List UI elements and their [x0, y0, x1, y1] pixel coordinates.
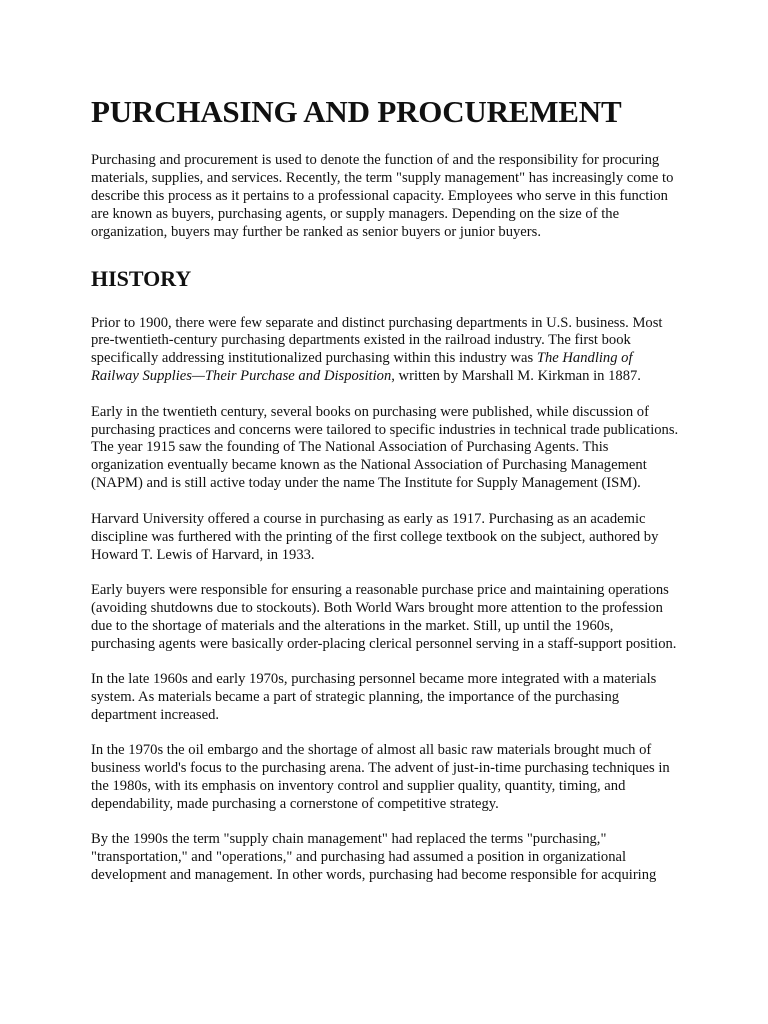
history-paragraph-4: Early buyers were responsible for ensuring a reasonable purchase price and maintaining operations (avoiding shutdowns due to stockouts). Both World Wars brought more attention to the profession due to the shortage of materials and the alterations in the market. Still, up until the 1960s, purchasing agents were basically order-placing clerical personnel serving in a staff-support position. — [91, 581, 677, 652]
history-paragraph-7: By the 1990s the term "supply chain management" had replaced the terms "purchasing," "transportation," and "operations," and purchasing had assumed a position in organizational development and management. In other words, purchasing had become responsible for acquiring — [91, 831, 657, 884]
history-paragraph-1-text-before: Prior to 1900, there were few separate and distinct purchasing departments in U.S. business. Most pre-twentieth-century purchasing departments existed in the railroad industry. The first book specifically addressing institutionalized purchasing within this industry was — [91, 314, 663, 367]
history-paragraph-6: In the 1970s the oil embargo and the shortage of almost all basic raw materials brought much of business world's focus to the purchasing arena. The advent of just-in-time purchasing techniques in the 1980s, with its emphasis on inventory control and supplier quality, quantity, timing, and dependability, made purchasing a cornerstone of competitive strategy. — [91, 742, 670, 812]
page-title: PURCHASING AND PROCUREMENT — [91, 94, 622, 129]
book-title: The Handling of Railway Supplies—Their Purchase and Disposition — [91, 350, 633, 385]
history-paragraph-3: Harvard University offered a course in purchasing as early as 1917. Purchasing as an academic discipline was furthered with the printing of the first college textbook on the subject, authored by Howard T. Lewis of Harvard, in 1933. — [91, 510, 659, 563]
history-paragraph-1 — [91, 315, 681, 387]
intro-paragraph: Purchasing and procurement is used to denote the function of and the responsibility for procuring materials, supplies, and services. Recently, the term "supply management" has increasingly come to describe this process as it pertains to a professional capacity. Employees who serve in this function are known as buyers, purchasing agents, or supply managers. Depending on the size of the organization, buyers may further be ranked as senior buyers or junior buyers. — [91, 152, 674, 240]
history-paragraph-2: Early in the twentieth century, several books on purchasing were published, while discussion of purchasing practices and concerns were tailored to specific industries in technical trade publications. The year 1915 saw the founding of The National Association of Purchasing Agents. This organization eventually became known as the National Association of Purchasing Management (NAPM) and is still active today under the name The Institute for Supply Management (ISM). — [91, 403, 679, 492]
document-page — [91, 92, 681, 903]
history-paragraph-5: In the late 1960s and early 1970s, purchasing personnel became more integrated with a materials system. As materials became a part of strategic planning, the importance of the purchasing department increased. — [91, 671, 657, 723]
history-heading: HISTORY — [91, 265, 192, 291]
history-paragraph-1-text-after: , written by Marshall M. Kirkman in 1887. — [391, 368, 641, 385]
